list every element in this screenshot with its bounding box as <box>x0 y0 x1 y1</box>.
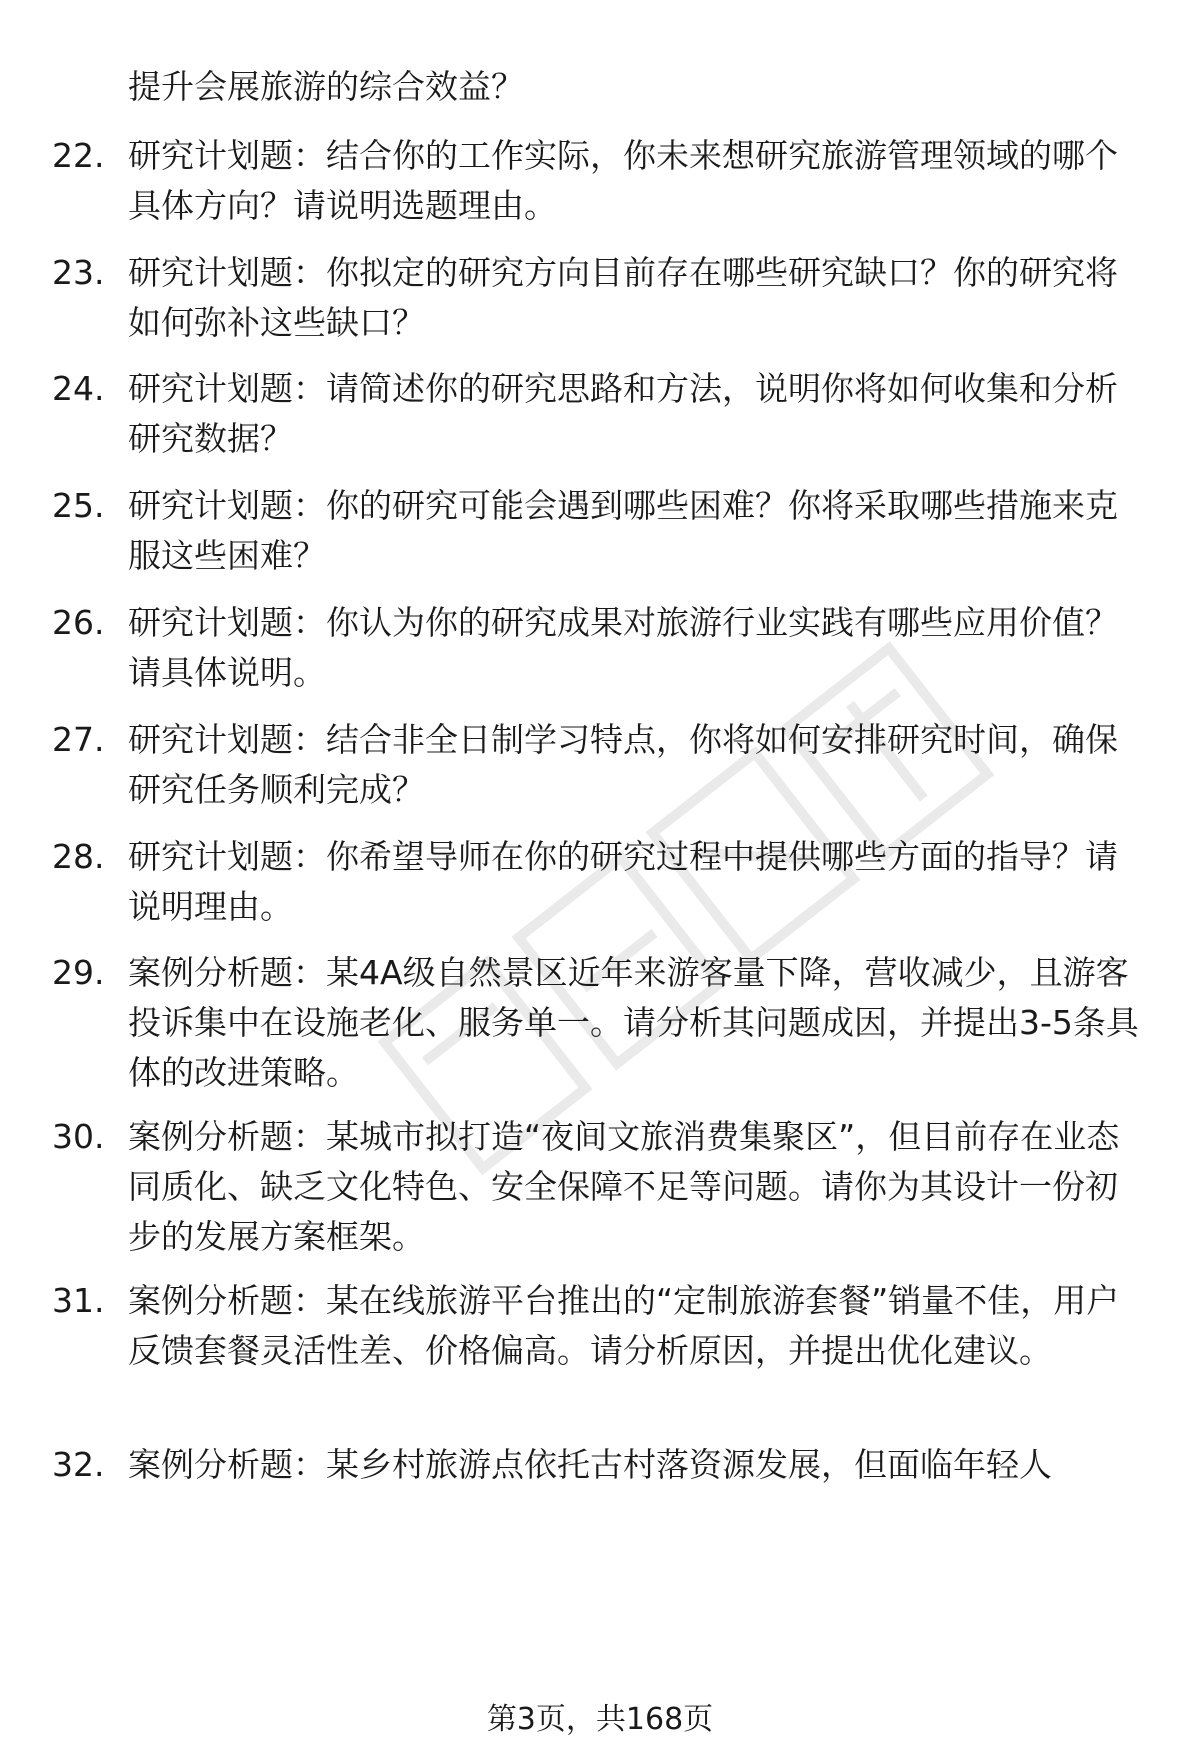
list-item <box>0 1112 1200 1262</box>
item-number: 26. <box>52 603 105 642</box>
item-number: 31. <box>52 1281 105 1320</box>
list-item <box>0 1276 1200 1376</box>
item-text: 研究计划题：你的研究可能会遇到哪些困难？你将采取哪些措施来克服这些困难？ <box>128 486 1118 575</box>
item-text: 研究计划题：你拟定的研究方向目前存在哪些研究缺口？你的研究将如何弥补这些缺口？ <box>128 253 1118 342</box>
item-text: 研究计划题：请简述你的研究思路和方法，说明你将如何收集和分析研究数据？ <box>128 369 1118 458</box>
item-text: 研究计划题：结合非全日制学习特点，你将如何安排研究时间，确保研究任务顺利完成？ <box>128 720 1118 809</box>
list-item <box>0 481 1200 581</box>
item-number: 28. <box>52 837 105 876</box>
item-text: 研究计划题：结合你的工作实际，你未来想研究旅游管理领域的哪个具体方向？请说明选题理由。 <box>128 136 1118 225</box>
list-item <box>0 948 1200 1098</box>
list-item <box>0 1440 1200 1490</box>
page-footer: 第3页，共168页 <box>486 1702 714 1737</box>
list-item <box>0 248 1200 348</box>
list-item <box>0 364 1200 464</box>
item-number: 24. <box>52 369 105 408</box>
item-number: 23. <box>52 253 105 292</box>
item-number: 25. <box>52 486 105 525</box>
item-text: 案例分析题：某乡村旅游点依托古村落资源发展，但面临年轻人 <box>128 1445 1052 1484</box>
list-item <box>0 598 1200 698</box>
list-item <box>0 715 1200 815</box>
item-text: 案例分析题：某在线旅游平台推出的“定制旅游套餐”销量不佳，用户反馈套餐灵活性差、价格偏高。请分析原因，并提出优化建议。 <box>128 1281 1120 1370</box>
item-number: 32. <box>52 1445 105 1484</box>
item-text: 研究计划题：你希望导师在你的研究过程中提供哪些方面的指导？请说明理由。 <box>128 837 1118 926</box>
item-text: 案例分析题：某4A级自然景区近年来游客量下降，营收减少，且游客投诉集中在设施老化、服务单一。请分析其问题成因，并提出3-5条具体的改进策略。 <box>128 953 1139 1092</box>
item-number: 27. <box>52 720 105 759</box>
item-number: 30. <box>52 1117 105 1156</box>
continuation-text: 提升会展旅游的综合效益？ <box>128 67 524 106</box>
list-item <box>0 832 1200 932</box>
item-number: 22. <box>52 136 105 175</box>
item-number: 29. <box>52 953 105 992</box>
list-item <box>0 131 1200 231</box>
item-text: 研究计划题：你认为你的研究成果对旅游行业实践有哪些应用价值？请具体说明。 <box>128 603 1118 692</box>
item-text: 案例分析题：某城市拟打造“夜间文旅消费集聚区”，但目前存在业态同质化、缺乏文化特色、安全保障不足等问题。请你为其设计一份初步的发展方案框架。 <box>128 1117 1120 1256</box>
